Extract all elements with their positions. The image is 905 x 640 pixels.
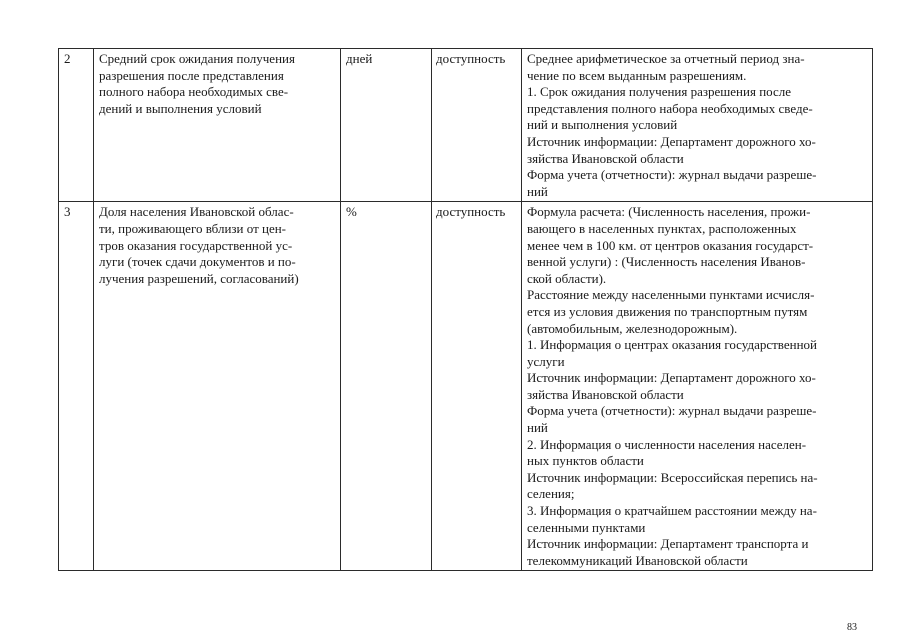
unit-value: % (346, 204, 357, 220)
text-line: Источник информации: Департамент дорожного хо- (527, 370, 816, 386)
text-line: ний (527, 420, 548, 436)
text-line: 1. Срок ожидания получения разрешения после (527, 84, 792, 100)
row-number-cell (59, 202, 94, 571)
text-line: Источник информации: Всероссийская перепись на- (527, 469, 818, 485)
text-line: ний и выполнения условий (527, 117, 678, 133)
indicator-name-cell (94, 202, 341, 571)
text-line: тров оказания государственной ус- (99, 237, 293, 253)
indicator-name-cell (94, 49, 341, 202)
text-line: Форма учета (отчетности): журнал выдачи разреше- (527, 403, 817, 419)
text-line: ется из условия движения по транспортным путям (527, 303, 808, 319)
unit-cell (341, 49, 432, 202)
text-line: (автомобильным, железнодорожным). (527, 320, 738, 336)
text-line: ской области). (527, 270, 607, 286)
text-line: ных пунктов области (527, 453, 644, 469)
type-cell (432, 202, 522, 571)
text-line: селения; (527, 486, 575, 502)
text-line: 3. Информация о кратчайшем расстоянии между на- (527, 503, 817, 519)
text-line: Формула расчета: (Численность населения, прожи- (527, 204, 811, 220)
text-line: ти, проживающего вблизи от цен- (99, 220, 287, 236)
text-line: 1. Информация о центрах оказания государственной (527, 337, 818, 353)
text-line: ний (527, 183, 548, 199)
unit-cell (341, 202, 432, 571)
text-line: Источник информации: Департамент транспорта и (527, 536, 809, 552)
unit-value: дней (346, 51, 373, 66)
text-line: 2. Информация о численности населения населен- (527, 436, 807, 452)
type-value: доступность (436, 51, 506, 66)
text-line: венной услуги) : (Численность населения Иванов- (527, 254, 806, 270)
text-line: зяйства Ивановской области (527, 386, 684, 402)
text-line: Средний срок ожидания получения (99, 51, 295, 66)
text-line: селенными пунктами (527, 519, 646, 535)
page-number: 83 (847, 622, 857, 633)
type-value: доступность (436, 204, 506, 220)
text-line: менее чем в 100 км. от центров оказания государст- (527, 237, 814, 253)
text-line: луги (точек сдачи документов и по- (99, 254, 296, 270)
row-number: 3 (64, 204, 71, 220)
text-line: лучения разрешений, согласований) (99, 270, 299, 286)
text-line: Среднее арифметическое за отчетный период зна- (527, 51, 805, 66)
text-line: телекоммуникаций Ивановской области (527, 552, 748, 568)
table-row (59, 49, 873, 202)
text-line: услуги (527, 353, 565, 369)
text-line: представления полного набора необходимых сведе- (527, 100, 813, 116)
row-number-cell (59, 49, 94, 202)
text-line: вающего в населенных пунктах, расположенных (527, 220, 797, 236)
type-cell (432, 49, 522, 202)
description-cell (522, 49, 873, 202)
text-line: Доля населения Ивановской облас- (99, 204, 294, 220)
indicators-table (58, 48, 873, 571)
text-line: разрешения после представления (99, 67, 284, 83)
row-number: 2 (64, 51, 71, 66)
description-cell (522, 202, 873, 571)
text-line: полного набора необходимых све- (99, 84, 289, 100)
text-line: чение по всем выданным разрешениям. (527, 67, 747, 83)
text-line: Расстояние между населенными пунктами исчисля- (527, 287, 815, 303)
text-line: дений и выполнения условий (99, 100, 262, 116)
table-row (59, 202, 873, 571)
text-line: Форма учета (отчетности): журнал выдачи разреше- (527, 167, 817, 183)
text-line: зяйства Ивановской области (527, 150, 684, 166)
text-line: Источник информации: Департамент дорожного хо- (527, 133, 816, 149)
